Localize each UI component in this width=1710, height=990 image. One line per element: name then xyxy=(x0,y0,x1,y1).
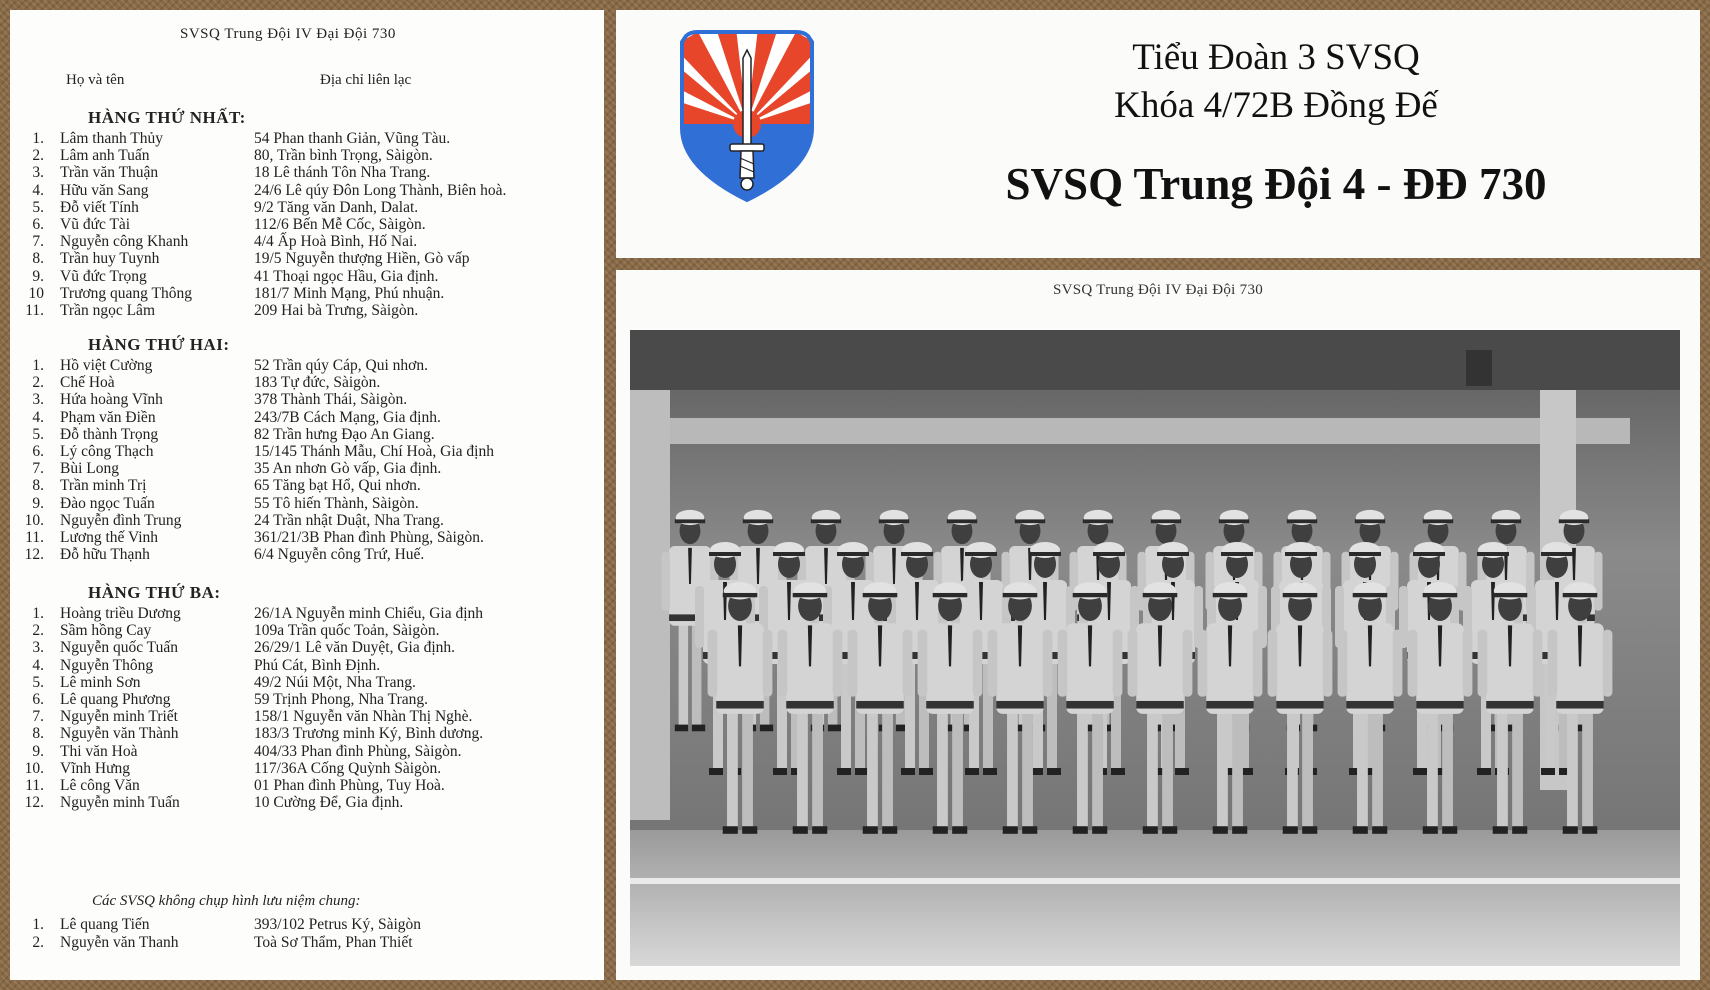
roster-row xyxy=(10,605,604,624)
row-number: 3. xyxy=(32,391,44,409)
roster-note: Các SVSQ không chụp hình lưu niệm chung: xyxy=(92,893,361,909)
row-name: Lý công Thạch xyxy=(60,443,154,460)
row-name: Nguyễn minh Triết xyxy=(60,708,178,726)
roster-row xyxy=(10,302,604,321)
row-number: 10 xyxy=(28,284,44,302)
section-heading: HÀNG THỨ NHẤT: xyxy=(88,108,246,127)
row-number: 1. xyxy=(32,130,44,147)
row-name: Vũ đức Trọng xyxy=(60,267,147,285)
header-battalion: Tiểu Đoàn 3 SVSQ xyxy=(1132,37,1420,78)
row-number: 1. xyxy=(32,916,44,933)
row-address: 378 Thành Thái, Sàigòn. xyxy=(254,391,408,409)
row-name: Vĩnh Hưng xyxy=(60,759,130,777)
row-name: Đỗ hữu Thạnh xyxy=(60,546,150,564)
row-name: Lâm anh Tuấn xyxy=(60,147,150,165)
roster-row xyxy=(10,708,604,727)
row-number: 7. xyxy=(32,708,44,726)
row-address: 183/3 Trương minh Ký, Bình dương. xyxy=(254,725,484,743)
row-number: 8. xyxy=(32,477,44,495)
row-number: 10. xyxy=(24,759,44,777)
shield-emblem-icon xyxy=(678,28,816,204)
roster-row xyxy=(10,725,604,744)
row-address: 209 Hai bà Trưng, Sàigòn. xyxy=(254,302,419,319)
row-address: 82 Trần hưng Đạo An Giang. xyxy=(254,425,435,443)
roster-row xyxy=(10,182,604,201)
roster-row xyxy=(10,250,604,269)
roster-row xyxy=(10,794,604,813)
roster-title: SVSQ Trung Đội IV Đại Đội 730 xyxy=(180,26,396,42)
roster-row xyxy=(10,164,604,183)
roster-row xyxy=(10,477,604,496)
row-address: 59 Trịnh Phong, Nha Trang. xyxy=(254,691,428,708)
row-address: 18 Lê thánh Tôn Nha Trang. xyxy=(254,164,431,182)
photo-caption: SVSQ Trung Đội IV Đại Đội 730 xyxy=(1052,282,1264,298)
header-class: Khóa 4/72B Đồng Đế xyxy=(1114,85,1438,126)
row-number: 7. xyxy=(32,460,44,478)
row-number: 12. xyxy=(24,546,44,564)
row-name: Nguyễn văn Thanh xyxy=(60,934,179,951)
row-address: 54 Phan thanh Giản, Vũng Tàu. xyxy=(254,130,451,147)
row-name: Lê minh Sơn xyxy=(60,673,141,691)
row-address: 26/1A Nguyễn minh Chiểu, Gia định xyxy=(254,605,484,622)
row-number: 7. xyxy=(32,233,44,251)
roster-row xyxy=(10,529,604,548)
row-number: 4. xyxy=(32,408,44,426)
row-number: 10. xyxy=(24,511,44,529)
row-name: Phạm văn Điền xyxy=(60,408,156,426)
roster-row xyxy=(10,657,604,676)
roster-row xyxy=(10,357,604,376)
row-number: 1. xyxy=(32,605,44,622)
roster-row xyxy=(10,216,604,235)
row-number: 12. xyxy=(24,794,44,812)
row-address: 109a Trần quốc Toản, Sàigòn. xyxy=(254,622,440,640)
row-address: 158/1 Nguyễn văn Nhàn Thị Nghè. xyxy=(254,708,473,726)
row-name: Nguyễn minh Tuấn xyxy=(60,794,180,812)
group-photo-image xyxy=(630,330,1680,966)
row-number: 6. xyxy=(32,691,44,708)
row-number: 5. xyxy=(32,673,44,691)
roster-row xyxy=(10,268,604,287)
section-heading: HÀNG THỨ BA: xyxy=(88,583,221,602)
row-name: Hồ việt Cường xyxy=(60,357,153,374)
roster-row xyxy=(10,460,604,479)
row-name: Sầm hồng Cay xyxy=(60,622,152,640)
row-number: 3. xyxy=(32,164,44,182)
row-number: 11. xyxy=(25,777,44,794)
row-number: 2. xyxy=(32,622,44,640)
row-name: Nguyễn công Khanh xyxy=(60,233,189,251)
row-name: Hữu văn Sang xyxy=(60,181,149,199)
row-number: 4. xyxy=(32,656,44,674)
roster-row xyxy=(10,916,604,935)
row-name: Thi văn Hoà xyxy=(60,742,138,760)
row-name: Lê quang Tiến xyxy=(60,916,150,933)
row-number: 5. xyxy=(32,425,44,443)
roster-row xyxy=(10,233,604,252)
row-address: 15/145 Thánh Mẫu, Chí Hoà, Gia định xyxy=(254,443,494,460)
roster-document xyxy=(10,10,604,980)
roster-row xyxy=(10,409,604,428)
roster-row xyxy=(10,443,604,462)
roster-row xyxy=(10,743,604,762)
row-name: Đỗ thành Trọng xyxy=(60,425,159,443)
row-number: 8. xyxy=(32,250,44,268)
row-name: Trần ngọc Lâm xyxy=(60,302,155,319)
roster-panel xyxy=(10,10,604,980)
roster-row xyxy=(10,760,604,779)
row-address: 24/6 Lê qúy Đôn Long Thành, Biên hoà. xyxy=(254,181,507,199)
row-address: 19/5 Nguyễn thượng Hiền, Gò vấp xyxy=(254,250,470,268)
row-address: 10 Cường Để, Gia định. xyxy=(254,794,404,812)
row-address: 49/2 Núi Một, Nha Trang. xyxy=(254,673,416,691)
roster-row xyxy=(10,391,604,410)
row-address: 26/29/1 Lê văn Duyệt, Gia định. xyxy=(254,639,456,657)
roster-row xyxy=(10,691,604,710)
row-name: Bùi Long xyxy=(60,460,119,478)
row-address: 24 Trần nhật Duật, Nha Trang. xyxy=(254,511,444,529)
roster-row xyxy=(10,546,604,565)
row-name: Trần huy Tuynh xyxy=(60,250,160,268)
header-platoon: SVSQ Trung Đội 4 - ĐĐ 730 xyxy=(1005,159,1547,209)
roster-row xyxy=(10,285,604,304)
row-address: 65 Tăng bạt Hổ, Qui nhơn. xyxy=(254,477,421,495)
row-address: 361/21/3B Phan đình Phùng, Sàigòn. xyxy=(254,529,484,546)
roster-row xyxy=(10,622,604,641)
row-address: 35 An nhơn Gò vấp, Gia định. xyxy=(254,460,442,478)
row-address: Phú Cát, Bình Định. xyxy=(254,656,381,674)
row-number: 4. xyxy=(32,181,44,199)
row-number: 9. xyxy=(32,267,44,285)
group-photo xyxy=(630,330,1680,966)
row-address: 243/7B Cách Mạng, Gia định. xyxy=(254,408,441,426)
row-number: 2. xyxy=(32,147,44,165)
row-number: 6. xyxy=(32,216,44,233)
roster-row xyxy=(10,147,604,166)
row-address: 01 Phan đình Phùng, Tuy Hoà. xyxy=(254,777,445,794)
row-address: 55 Tô hiến Thành, Sàigòn. xyxy=(254,494,419,512)
roster-row xyxy=(10,495,604,514)
row-name: Lương thế Vinh xyxy=(60,529,159,546)
row-address: 183 Tự đức, Sàigòn. xyxy=(254,374,381,392)
row-name: Lâm thanh Thủy xyxy=(60,130,164,147)
roster-row xyxy=(10,777,604,796)
row-name: Trần minh Trị xyxy=(60,477,147,495)
row-address: 181/7 Minh Mạng, Phú nhuận. xyxy=(254,284,445,302)
photo-panel xyxy=(616,270,1700,980)
row-address: 117/36A Cống Quỳnh Sàigòn. xyxy=(254,759,442,777)
row-name: Trương quang Thông xyxy=(60,284,192,302)
row-address: 112/6 Bến Mễ Cốc, Sàigòn. xyxy=(254,216,426,233)
row-name: Nguyễn đình Trung xyxy=(60,511,182,529)
row-name: Lê quang Phương xyxy=(60,691,171,708)
row-address: 6/4 Nguyễn công Trứ, Huế. xyxy=(254,546,425,564)
row-number: 2. xyxy=(32,934,44,951)
row-address: Toà Sơ Thẩm, Phan Thiết xyxy=(254,934,413,951)
row-number: 3. xyxy=(32,639,44,657)
row-address: 52 Trần qúy Cáp, Qui nhơn. xyxy=(254,357,428,374)
header-panel xyxy=(616,10,1700,258)
row-name: Đỗ viết Tính xyxy=(60,198,139,216)
roster-row xyxy=(10,130,604,149)
column-header-address: Địa chỉ liên lạc xyxy=(320,72,412,88)
section-heading: HÀNG THỨ HAI: xyxy=(88,335,230,354)
roster-row xyxy=(10,639,604,658)
row-address: 4/4 Ấp Hoà Bình, Hố Nai. xyxy=(254,233,418,251)
row-address: 41 Thoại ngọc Hầu, Gia định. xyxy=(254,267,439,285)
roster-row xyxy=(10,426,604,445)
row-number: 8. xyxy=(32,725,44,743)
row-number: 11. xyxy=(25,302,44,319)
row-name: Nguyễn Thông xyxy=(60,656,154,674)
row-name: Nguyễn quốc Tuấn xyxy=(60,639,178,657)
roster-row xyxy=(10,934,604,953)
roster-row xyxy=(10,199,604,218)
column-header-name: Họ và tên xyxy=(66,72,125,88)
row-number: 2. xyxy=(32,374,44,392)
row-address: 80, Trần bình Trọng, Sàigòn. xyxy=(254,147,433,165)
row-name: Chế Hoà xyxy=(60,374,115,392)
row-number: 6. xyxy=(32,443,44,460)
row-address: 404/33 Phan đình Phùng, Sàigòn. xyxy=(254,742,462,760)
row-name: Lê công Văn xyxy=(60,777,140,794)
row-name: Đào ngọc Tuấn xyxy=(60,494,155,512)
row-number: 9. xyxy=(32,494,44,512)
row-address: 9/2 Tăng văn Danh, Dalat. xyxy=(254,198,419,216)
row-number: 5. xyxy=(32,198,44,216)
row-number: 11. xyxy=(25,529,44,546)
row-name: Nguyễn văn Thành xyxy=(60,725,179,743)
roster-row xyxy=(10,674,604,693)
row-name: Hoàng triều Dương xyxy=(60,605,181,622)
row-name: Hứa hoàng Vĩnh xyxy=(60,391,163,409)
row-address: 393/102 Petrus Ký, Sàigòn xyxy=(254,916,422,933)
row-number: 9. xyxy=(32,742,44,760)
row-name: Trần văn Thuận xyxy=(60,164,159,182)
row-number: 1. xyxy=(32,357,44,374)
roster-row xyxy=(10,512,604,531)
roster-row xyxy=(10,374,604,393)
row-name: Vũ đức Tài xyxy=(60,216,131,233)
